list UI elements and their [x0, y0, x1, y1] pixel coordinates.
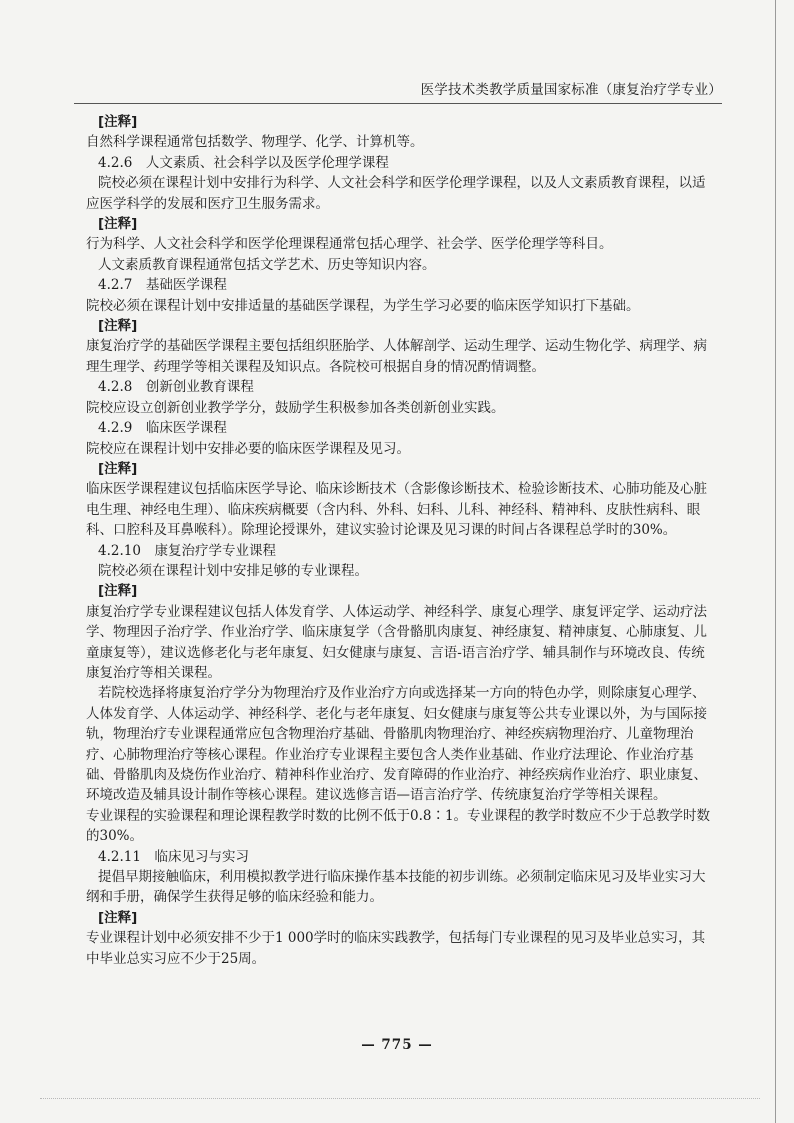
running-header: 医学技术类教学质量国家标准（康复治疗学专业）	[420, 82, 722, 98]
paragraph: 康复治疗学专业课程建议包括人体发育学、人体运动学、神经科学、康复心理学、康复评定学、运动疗法学、物理因子治疗学、作业治疗学、临床康复学（含骨骼肌肉康复、神经康复、精神康复、心肺康复、儿童康复等），建议选修老化与老年康复、妇女健康与康复、言语-语言治疗学、辅具制作与环境改良、传统康复治疗等相关课程。	[86, 603, 707, 681]
note-label: [注释]	[98, 114, 138, 130]
page-content	[86, 112, 718, 969]
note-label: [注释]	[98, 216, 138, 233]
note-label: [注释]	[98, 460, 138, 477]
section-heading-4-2-11: 4.2.11 临床见习与实习	[98, 848, 249, 865]
paragraph: 院校应在课程计划中安排必要的临床医学课程及见习。	[86, 440, 410, 457]
section-heading-4-2-8: 4.2.8 创新创业教育课程	[98, 379, 254, 396]
paragraph: 提倡早期接触临床，利用模拟教学进行临床操作基本技能的初步训练。必须制定临床见习及毕业实习大纲和手册，确保学生获得足够的临床经验和能力。	[86, 869, 706, 906]
note-label: [注释]	[98, 909, 138, 926]
paragraph: 院校必须在课程计划中安排适量的基础医学课程，为学生学习必要的临床医学知识打下基础。	[86, 297, 640, 314]
paragraph: 康复治疗学的基础医学课程主要包括组织胚胎学、人体解剖学、运动生理学、运动生物化学、病理学、病理生理学、药理学等相关课程及知识点。各院校可根据自身的情况酌情调整。	[86, 338, 707, 375]
paragraph: 院校应设立创新创业教学学分，鼓励学生积极参加各类创新创业实践。	[86, 399, 505, 416]
paragraph: 专业课程计划中必须安排不少于1 000学时的临床实践教学，包括每门专业课程的见习及毕业总实习，其中毕业总实习应不少于25周。	[86, 930, 706, 967]
paragraph: 人文素质教育课程通常包括文学艺术、历史等知识内容。	[98, 256, 436, 273]
paragraph: 院校必须在课程计划中安排足够的专业课程。	[98, 562, 368, 579]
page-edge-line	[775, 0, 776, 1123]
page-number: — 775 —	[361, 1037, 433, 1053]
note-label: [注释]	[98, 318, 138, 335]
note-label: [注释]	[98, 583, 138, 600]
paragraph: 专业课程的实验课程和理论课程教学时数的比例不低于0.8∶1。专业课程的教学时数应不少于总教学时数的30%。	[86, 807, 711, 845]
header-rule	[74, 103, 722, 104]
section-heading-4-2-10: 4.2.10 康复治疗学专业课程	[98, 542, 276, 559]
section-heading-4-2-7: 4.2.7 基础医学课程	[98, 277, 227, 294]
paragraph: 临床医学课程建议包括临床医学导论、临床诊断技术（含影像诊断技术、检验诊断技术、心肺功能及心脏电生理、神经电生理）、临床疾病概要（含内科、外科、妇科、儿科、神经科、精神科、皮肤性病科、眼科、口腔科及耳鼻喉科）。除理论授课外，建议实验讨论课及见习课的时间占各课程总学时的30%。	[86, 481, 707, 539]
paragraph: 自然科学课程通常包括数学、物理学、化学、计算机等。	[86, 134, 424, 151]
paragraph: 院校必须在课程计划中安排行为科学、人文社会科学和医学伦理学课程，以及人文素质教育课程，以适应医学科学的发展和医疗卫生服务需求。	[86, 175, 706, 212]
paragraph: 若院校选择将康复治疗学分为物理治疗及作业治疗方向或选择某一方向的特色办学，则除康复心理学、人体发育学、人体运动学、神经科学、老化与老年康复、妇女健康与康复等公共专业课以外，为与国际接轨，物理治疗专业课程通常应包含物理治疗基础、骨骼肌肉物理治疗、神经疾病物理治疗、儿童物理治疗、心肺物理治疗等核心课程。作业治疗专业课程主要包含人类作业基础、作业疗法理论、作业治疗基础、骨骼肌肉及烧伤作业治疗、精神科作业治疗、发育障碍的作业治疗、神经疾病作业治疗、职业康复、环境改造及辅具设计制作等核心课程。建议选修言语—语言治疗学、传统康复治疗学等相关课程。	[86, 685, 707, 804]
section-heading-4-2-9: 4.2.9 临床医学课程	[98, 420, 227, 437]
paragraph: 行为科学、人文社会科学和医学伦理课程通常包括心理学、社会学、医学伦理学等科目。	[86, 236, 613, 253]
section-heading-4-2-6: 4.2.6 人文素质、社会科学以及医学伦理学课程	[98, 154, 389, 171]
scan-artifact-line	[40, 1098, 760, 1105]
